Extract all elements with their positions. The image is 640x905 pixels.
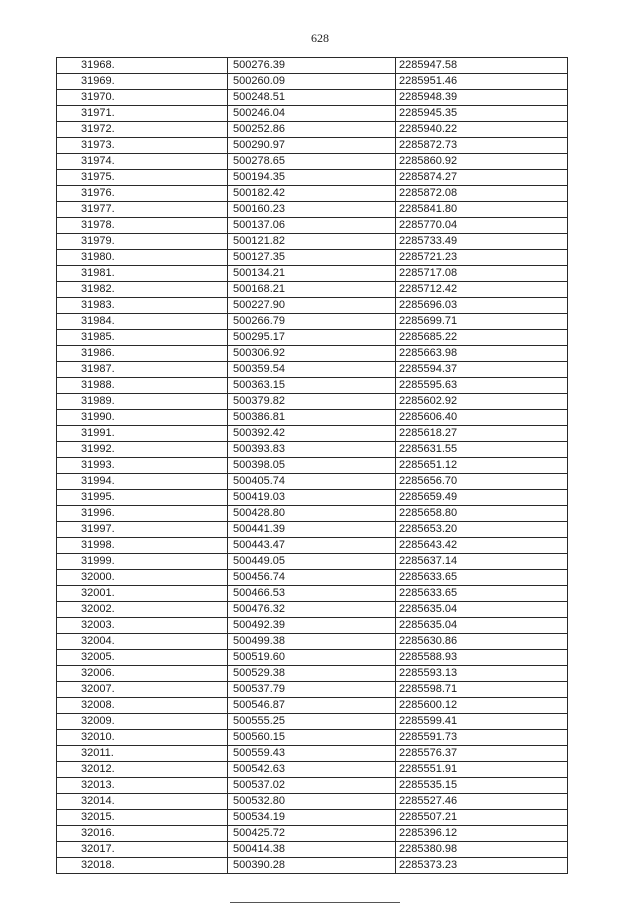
table-row: [57, 90, 568, 106]
y-coordinate-cell: 2285712.42: [396, 282, 568, 298]
x-coordinate-cell: 500260.09: [228, 74, 396, 90]
point-number-cell: 31992.: [57, 442, 228, 458]
x-coordinate-cell: 500537.02: [228, 778, 396, 794]
table-row: [57, 714, 568, 730]
x-coordinate-cell: 500160.23: [228, 202, 396, 218]
y-coordinate-cell: 2285721.23: [396, 250, 568, 266]
y-coordinate-cell: 2285874.27: [396, 170, 568, 186]
table-row: [57, 314, 568, 330]
point-number-cell: 31981.: [57, 266, 228, 282]
x-coordinate-cell: 500252.86: [228, 122, 396, 138]
point-number-cell: 31970.: [57, 90, 228, 106]
x-coordinate-cell: 500266.79: [228, 314, 396, 330]
point-number-cell: 32009.: [57, 714, 228, 730]
page-number: 628: [311, 31, 329, 45]
table-row: [57, 730, 568, 746]
point-number-cell: 32003.: [57, 618, 228, 634]
point-number-cell: 31973.: [57, 138, 228, 154]
point-number-cell: 31991.: [57, 426, 228, 442]
point-number-cell: 31977.: [57, 202, 228, 218]
table-row: [57, 762, 568, 778]
table-row: [57, 138, 568, 154]
table-row: [57, 602, 568, 618]
x-coordinate-cell: 500290.97: [228, 138, 396, 154]
table-row: [57, 362, 568, 378]
table-row: [57, 698, 568, 714]
y-coordinate-cell: 2285591.73: [396, 730, 568, 746]
point-number-cell: 31982.: [57, 282, 228, 298]
y-coordinate-cell: 2285659.49: [396, 490, 568, 506]
table-row: [57, 474, 568, 490]
point-number-cell: 32008.: [57, 698, 228, 714]
point-number-cell: 31969.: [57, 74, 228, 90]
point-number-cell: 32005.: [57, 650, 228, 666]
table-row: [57, 234, 568, 250]
x-coordinate-cell: 500168.21: [228, 282, 396, 298]
point-number-cell: 32013.: [57, 778, 228, 794]
point-number-cell: 32006.: [57, 666, 228, 682]
x-coordinate-cell: 500425.72: [228, 826, 396, 842]
x-coordinate-cell: 500466.53: [228, 586, 396, 602]
coordinates-table-body: [57, 58, 568, 874]
x-coordinate-cell: 500306.92: [228, 346, 396, 362]
table-row: [57, 394, 568, 410]
point-number-cell: 31998.: [57, 538, 228, 554]
table-row: [57, 218, 568, 234]
x-coordinate-cell: 500405.74: [228, 474, 396, 490]
x-coordinate-cell: 500443.47: [228, 538, 396, 554]
table-row: [57, 586, 568, 602]
y-coordinate-cell: 2285602.92: [396, 394, 568, 410]
y-coordinate-cell: 2285945.35: [396, 106, 568, 122]
point-number-cell: 31990.: [57, 410, 228, 426]
x-coordinate-cell: 500449.05: [228, 554, 396, 570]
y-coordinate-cell: 2285599.41: [396, 714, 568, 730]
point-number-cell: 32018.: [57, 858, 228, 874]
bottom-divider: [230, 902, 400, 903]
point-number-cell: 31995.: [57, 490, 228, 506]
table-row: [57, 778, 568, 794]
table-row: [57, 506, 568, 522]
point-number-cell: 31968.: [57, 58, 228, 74]
y-coordinate-cell: 2285598.71: [396, 682, 568, 698]
y-coordinate-cell: 2285373.23: [396, 858, 568, 874]
table-row: [57, 810, 568, 826]
y-coordinate-cell: 2285696.03: [396, 298, 568, 314]
table-row: [57, 458, 568, 474]
table-row: [57, 346, 568, 362]
table-row: [57, 570, 568, 586]
x-coordinate-cell: 500537.79: [228, 682, 396, 698]
x-coordinate-cell: 500227.90: [228, 298, 396, 314]
y-coordinate-cell: 2285940.22: [396, 122, 568, 138]
y-coordinate-cell: 2285948.39: [396, 90, 568, 106]
table-row: [57, 442, 568, 458]
x-coordinate-cell: 500398.05: [228, 458, 396, 474]
y-coordinate-cell: 2285535.15: [396, 778, 568, 794]
table-row: [57, 266, 568, 282]
x-coordinate-cell: 500359.54: [228, 362, 396, 378]
point-number-cell: 31996.: [57, 506, 228, 522]
point-number-cell: 31972.: [57, 122, 228, 138]
x-coordinate-cell: 500363.15: [228, 378, 396, 394]
x-coordinate-cell: 500532.80: [228, 794, 396, 810]
point-number-cell: 31989.: [57, 394, 228, 410]
table-row: [57, 202, 568, 218]
point-number-cell: 31975.: [57, 170, 228, 186]
x-coordinate-cell: 500529.38: [228, 666, 396, 682]
table-row: [57, 842, 568, 858]
point-number-cell: 31976.: [57, 186, 228, 202]
y-coordinate-cell: 2285593.13: [396, 666, 568, 682]
table-row: [57, 826, 568, 842]
table-row: [57, 650, 568, 666]
x-coordinate-cell: 500278.65: [228, 154, 396, 170]
y-coordinate-cell: 2285860.92: [396, 154, 568, 170]
x-coordinate-cell: 500127.35: [228, 250, 396, 266]
table-row: [57, 122, 568, 138]
table-row: [57, 522, 568, 538]
x-coordinate-cell: 500428.80: [228, 506, 396, 522]
y-coordinate-cell: 2285685.22: [396, 330, 568, 346]
table-row: [57, 154, 568, 170]
y-coordinate-cell: 2285656.70: [396, 474, 568, 490]
x-coordinate-cell: 500555.25: [228, 714, 396, 730]
x-coordinate-cell: 500559.43: [228, 746, 396, 762]
x-coordinate-cell: 500392.42: [228, 426, 396, 442]
x-coordinate-cell: 500542.63: [228, 762, 396, 778]
point-number-cell: 31984.: [57, 314, 228, 330]
x-coordinate-cell: 500499.38: [228, 634, 396, 650]
point-number-cell: 32015.: [57, 810, 228, 826]
x-coordinate-cell: 500194.35: [228, 170, 396, 186]
table-row: [57, 554, 568, 570]
table-row: [57, 298, 568, 314]
x-coordinate-cell: 500476.32: [228, 602, 396, 618]
table-row: [57, 410, 568, 426]
x-coordinate-cell: 500441.39: [228, 522, 396, 538]
table-row: [57, 634, 568, 650]
x-coordinate-cell: 500276.39: [228, 58, 396, 74]
y-coordinate-cell: 2285699.71: [396, 314, 568, 330]
x-coordinate-cell: 500246.04: [228, 106, 396, 122]
point-number-cell: 31980.: [57, 250, 228, 266]
y-coordinate-cell: 2285635.04: [396, 618, 568, 634]
x-coordinate-cell: 500419.03: [228, 490, 396, 506]
y-coordinate-cell: 2285595.63: [396, 378, 568, 394]
y-coordinate-cell: 2285618.27: [396, 426, 568, 442]
y-coordinate-cell: 2285872.73: [396, 138, 568, 154]
y-coordinate-cell: 2285576.37: [396, 746, 568, 762]
y-coordinate-cell: 2285658.80: [396, 506, 568, 522]
table-row: [57, 58, 568, 74]
y-coordinate-cell: 2285637.14: [396, 554, 568, 570]
point-number-cell: 31993.: [57, 458, 228, 474]
y-coordinate-cell: 2285630.86: [396, 634, 568, 650]
x-coordinate-cell: 500534.19: [228, 810, 396, 826]
x-coordinate-cell: 500379.82: [228, 394, 396, 410]
table-row: [57, 666, 568, 682]
point-number-cell: 31987.: [57, 362, 228, 378]
x-coordinate-cell: 500492.39: [228, 618, 396, 634]
x-coordinate-cell: 500295.17: [228, 330, 396, 346]
y-coordinate-cell: 2285606.40: [396, 410, 568, 426]
x-coordinate-cell: 500519.60: [228, 650, 396, 666]
point-number-cell: 31985.: [57, 330, 228, 346]
x-coordinate-cell: 500546.87: [228, 698, 396, 714]
x-coordinate-cell: 500456.74: [228, 570, 396, 586]
table-row: [57, 618, 568, 634]
table-row: [57, 538, 568, 554]
point-number-cell: 31979.: [57, 234, 228, 250]
y-coordinate-cell: 2285588.93: [396, 650, 568, 666]
table-row: [57, 250, 568, 266]
x-coordinate-cell: 500248.51: [228, 90, 396, 106]
point-number-cell: 32002.: [57, 602, 228, 618]
y-coordinate-cell: 2285872.08: [396, 186, 568, 202]
y-coordinate-cell: 2285717.08: [396, 266, 568, 282]
y-coordinate-cell: 2285651.12: [396, 458, 568, 474]
table-row: [57, 858, 568, 874]
table-row: [57, 746, 568, 762]
y-coordinate-cell: 2285653.20: [396, 522, 568, 538]
point-number-cell: 32000.: [57, 570, 228, 586]
point-number-cell: 31983.: [57, 298, 228, 314]
point-number-cell: 32007.: [57, 682, 228, 698]
y-coordinate-cell: 2285663.98: [396, 346, 568, 362]
point-number-cell: 32017.: [57, 842, 228, 858]
point-number-cell: 32004.: [57, 634, 228, 650]
point-number-cell: 31988.: [57, 378, 228, 394]
point-number-cell: 32001.: [57, 586, 228, 602]
y-coordinate-cell: 2285633.65: [396, 586, 568, 602]
point-number-cell: 31994.: [57, 474, 228, 490]
point-number-cell: 32016.: [57, 826, 228, 842]
table-row: [57, 170, 568, 186]
x-coordinate-cell: 500560.15: [228, 730, 396, 746]
x-coordinate-cell: 500414.38: [228, 842, 396, 858]
point-number-cell: 32010.: [57, 730, 228, 746]
y-coordinate-cell: 2285396.12: [396, 826, 568, 842]
y-coordinate-cell: 2285600.12: [396, 698, 568, 714]
y-coordinate-cell: 2285635.04: [396, 602, 568, 618]
point-number-cell: 31999.: [57, 554, 228, 570]
table-row: [57, 186, 568, 202]
point-number-cell: 32011.: [57, 746, 228, 762]
x-coordinate-cell: 500393.83: [228, 442, 396, 458]
y-coordinate-cell: 2285643.42: [396, 538, 568, 554]
y-coordinate-cell: 2285841.80: [396, 202, 568, 218]
point-number-cell: 31997.: [57, 522, 228, 538]
y-coordinate-cell: 2285633.65: [396, 570, 568, 586]
y-coordinate-cell: 2285770.04: [396, 218, 568, 234]
y-coordinate-cell: 2285380.98: [396, 842, 568, 858]
y-coordinate-cell: 2285594.37: [396, 362, 568, 378]
x-coordinate-cell: 500134.21: [228, 266, 396, 282]
point-number-cell: 31986.: [57, 346, 228, 362]
y-coordinate-cell: 2285733.49: [396, 234, 568, 250]
y-coordinate-cell: 2285631.55: [396, 442, 568, 458]
x-coordinate-cell: 500182.42: [228, 186, 396, 202]
table-row: [57, 426, 568, 442]
x-coordinate-cell: 500121.82: [228, 234, 396, 250]
table-row: [57, 282, 568, 298]
table-row: [57, 794, 568, 810]
table-row: [57, 74, 568, 90]
table-row: [57, 490, 568, 506]
point-number-cell: 31974.: [57, 154, 228, 170]
point-number-cell: 32014.: [57, 794, 228, 810]
y-coordinate-cell: 2285951.46: [396, 74, 568, 90]
table-row: [57, 106, 568, 122]
table-row: [57, 378, 568, 394]
y-coordinate-cell: 2285527.46: [396, 794, 568, 810]
y-coordinate-cell: 2285551.91: [396, 762, 568, 778]
point-number-cell: 31971.: [57, 106, 228, 122]
point-number-cell: 32012.: [57, 762, 228, 778]
coordinates-table: [56, 57, 568, 874]
x-coordinate-cell: 500137.06: [228, 218, 396, 234]
table-row: [57, 330, 568, 346]
point-number-cell: 31978.: [57, 218, 228, 234]
x-coordinate-cell: 500386.81: [228, 410, 396, 426]
y-coordinate-cell: 2285947.58: [396, 58, 568, 74]
y-coordinate-cell: 2285507.21: [396, 810, 568, 826]
x-coordinate-cell: 500390.28: [228, 858, 396, 874]
table-row: [57, 682, 568, 698]
